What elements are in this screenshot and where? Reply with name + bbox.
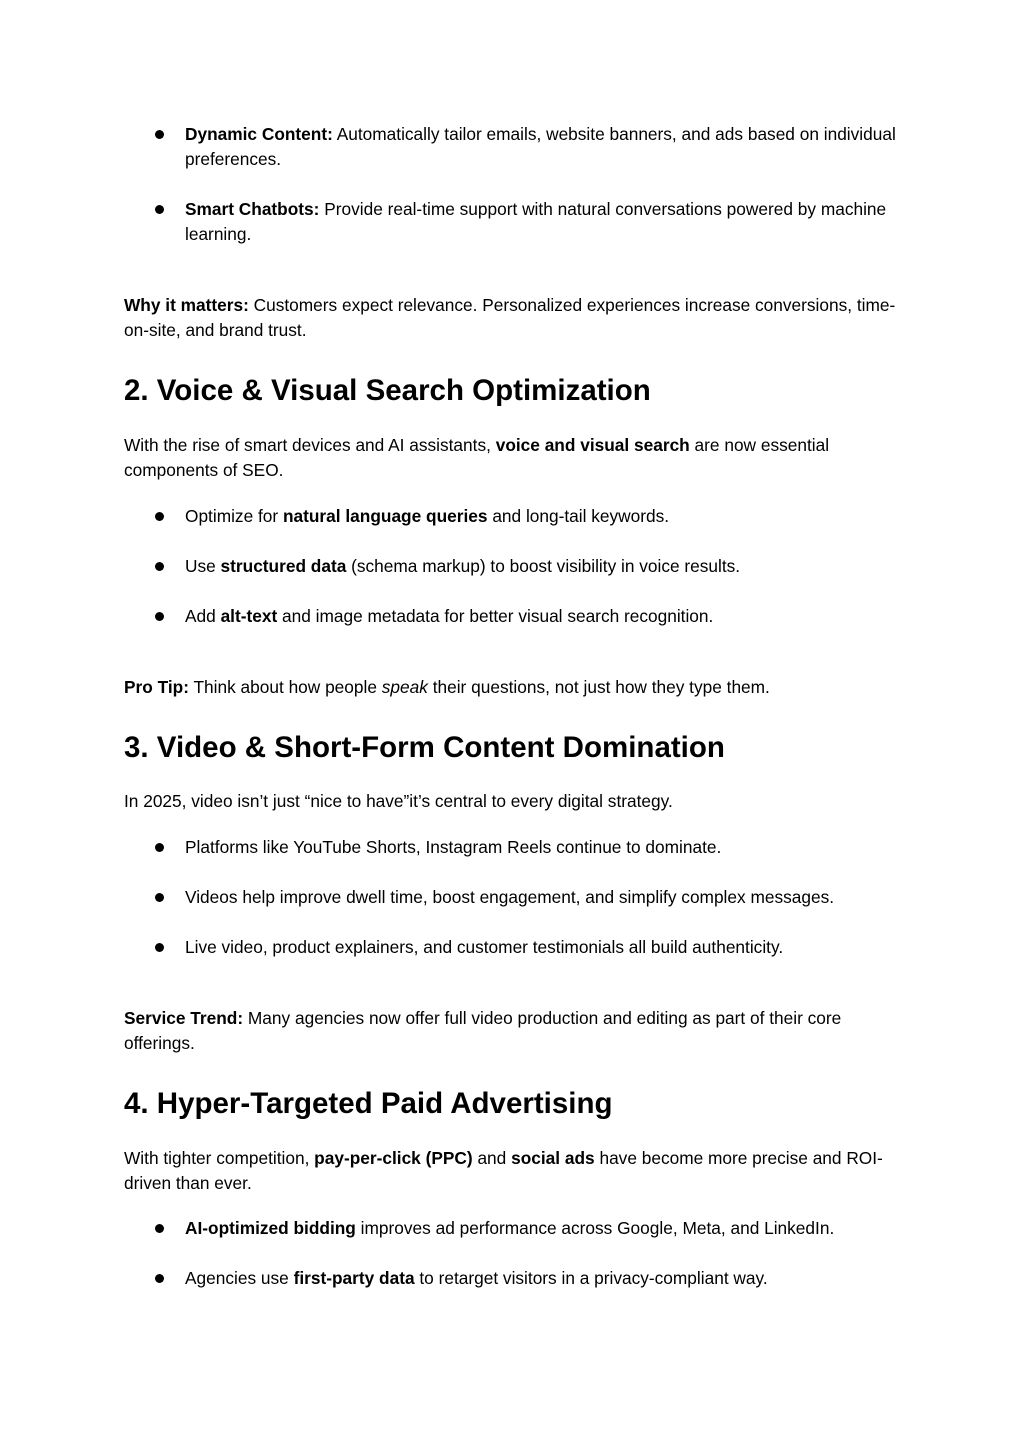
bullet-text-end: and long-tail keywords.	[487, 506, 670, 526]
section-2-intro-text-end: are now essential components of SEO.	[124, 435, 830, 480]
section-4-intro-and: and	[472, 1148, 512, 1168]
section-4-intro-text-end: have become more precise and ROI-driven than ever.	[124, 1148, 883, 1193]
list-item	[124, 835, 914, 860]
list-item	[124, 504, 914, 529]
bullet-bold-text: first-party data	[293, 1268, 415, 1288]
section-3-intro-text: In 2025, video isn’t just “nice to have”it’s central to every digital strategy.	[124, 791, 673, 811]
section-4-heading: 4. Hyper-Targeted Paid Advertising	[124, 1087, 613, 1120]
service-trend-text: Many agencies now offer full video production and editing as part of their core offerings.	[124, 1008, 842, 1053]
why-it-matters-text: Customers expect relevance. Personalized experiences increase conversions, time-on-site, and brand trust.	[124, 295, 896, 340]
list-item	[124, 122, 914, 172]
bullet-icon	[155, 1224, 164, 1233]
section-2-intro	[124, 433, 914, 483]
section-2-bullet-list	[124, 504, 914, 629]
section-2-intro-text: With the rise of smart devices and AI assistants,	[124, 435, 496, 455]
bullet-icon	[155, 512, 164, 521]
pro-tip-label: Pro Tip:	[124, 677, 189, 697]
bullet-icon	[155, 562, 164, 571]
list-item	[124, 935, 914, 960]
bullet-icon	[155, 1274, 164, 1283]
bullet-text: Automatically tailor emails, website banners, and ads based on individual preferences.	[185, 124, 896, 169]
bullet-text: Use	[185, 556, 221, 576]
bullet-text: Videos help improve dwell time, boost engagement, and simplify complex messages.	[185, 887, 835, 907]
section-3-heading-block	[124, 730, 914, 766]
bullet-text: Add	[185, 606, 221, 626]
bullet-text: Live video, product explainers, and customer testimonials all build authenticity.	[185, 937, 784, 957]
bullet-text: Provide real-time support with natural conversations powered by machine learning.	[185, 199, 887, 244]
pro-tip-text-end: their questions, not just how they type them.	[427, 677, 770, 697]
section-4-intro	[124, 1146, 914, 1196]
bullet-icon	[155, 205, 164, 214]
bullet-text: Agencies use	[185, 1268, 294, 1288]
bullet-text-end: (schema markup) to boost visibility in voice results.	[346, 556, 741, 576]
section-4-heading-block	[124, 1086, 914, 1122]
bullet-icon	[155, 893, 164, 902]
why-it-matters-paragraph	[124, 293, 914, 343]
section-3-intro	[124, 789, 914, 814]
bullet-bold-label: Dynamic Content:	[185, 124, 333, 144]
why-it-matters-label: Why it matters:	[124, 295, 249, 315]
pro-tip-italic: speak	[381, 677, 428, 697]
pro-tip-paragraph	[124, 675, 914, 700]
list-item	[124, 1216, 914, 1241]
bullet-text-end: and image metadata for better visual search recognition.	[277, 606, 714, 626]
section-3-bullet-list	[124, 835, 914, 960]
bullet-bold-text: structured data	[220, 556, 347, 576]
list-item	[124, 885, 914, 910]
list-item	[124, 197, 914, 247]
section-4-intro-bold-ppc: pay-per-click (PPC)	[314, 1148, 473, 1168]
intro-bullet-list	[124, 122, 914, 247]
bullet-bold-text: AI-optimized bidding	[185, 1218, 356, 1238]
pro-tip-text: Think about how people	[188, 677, 382, 697]
bullet-bold-text: alt-text	[220, 606, 278, 626]
section-3-heading: 3. Video & Short-Form Content Domination	[124, 731, 725, 764]
bullet-text-end: to retarget visitors in a privacy-compliant way.	[414, 1268, 768, 1288]
service-trend-paragraph	[124, 1006, 914, 1056]
section-2-heading-block	[124, 373, 914, 409]
bullet-text: Optimize for	[185, 506, 283, 526]
bullet-icon	[155, 130, 164, 139]
section-4-intro-text: With tighter competition,	[124, 1148, 315, 1168]
section-4-intro-bold-social: social ads	[511, 1148, 595, 1168]
bullet-icon	[155, 612, 164, 621]
service-trend-label: Service Trend:	[124, 1008, 244, 1028]
bullet-bold-label: Smart Chatbots:	[185, 199, 320, 219]
bullet-text-end: improves ad performance across Google, Meta, and LinkedIn.	[355, 1218, 835, 1238]
list-item	[124, 1266, 914, 1291]
bullet-icon	[155, 843, 164, 852]
bullet-icon	[155, 943, 164, 952]
bullet-bold-text: natural language queries	[282, 506, 488, 526]
section-4-bullet-list	[124, 1216, 914, 1291]
section-2-heading: 2. Voice & Visual Search Optimization	[124, 374, 651, 407]
section-2-intro-bold: voice and visual search	[495, 435, 690, 455]
list-item	[124, 604, 914, 629]
list-item	[124, 554, 914, 579]
bullet-text: Platforms like YouTube Shorts, Instagram Reels continue to dominate.	[185, 837, 722, 857]
